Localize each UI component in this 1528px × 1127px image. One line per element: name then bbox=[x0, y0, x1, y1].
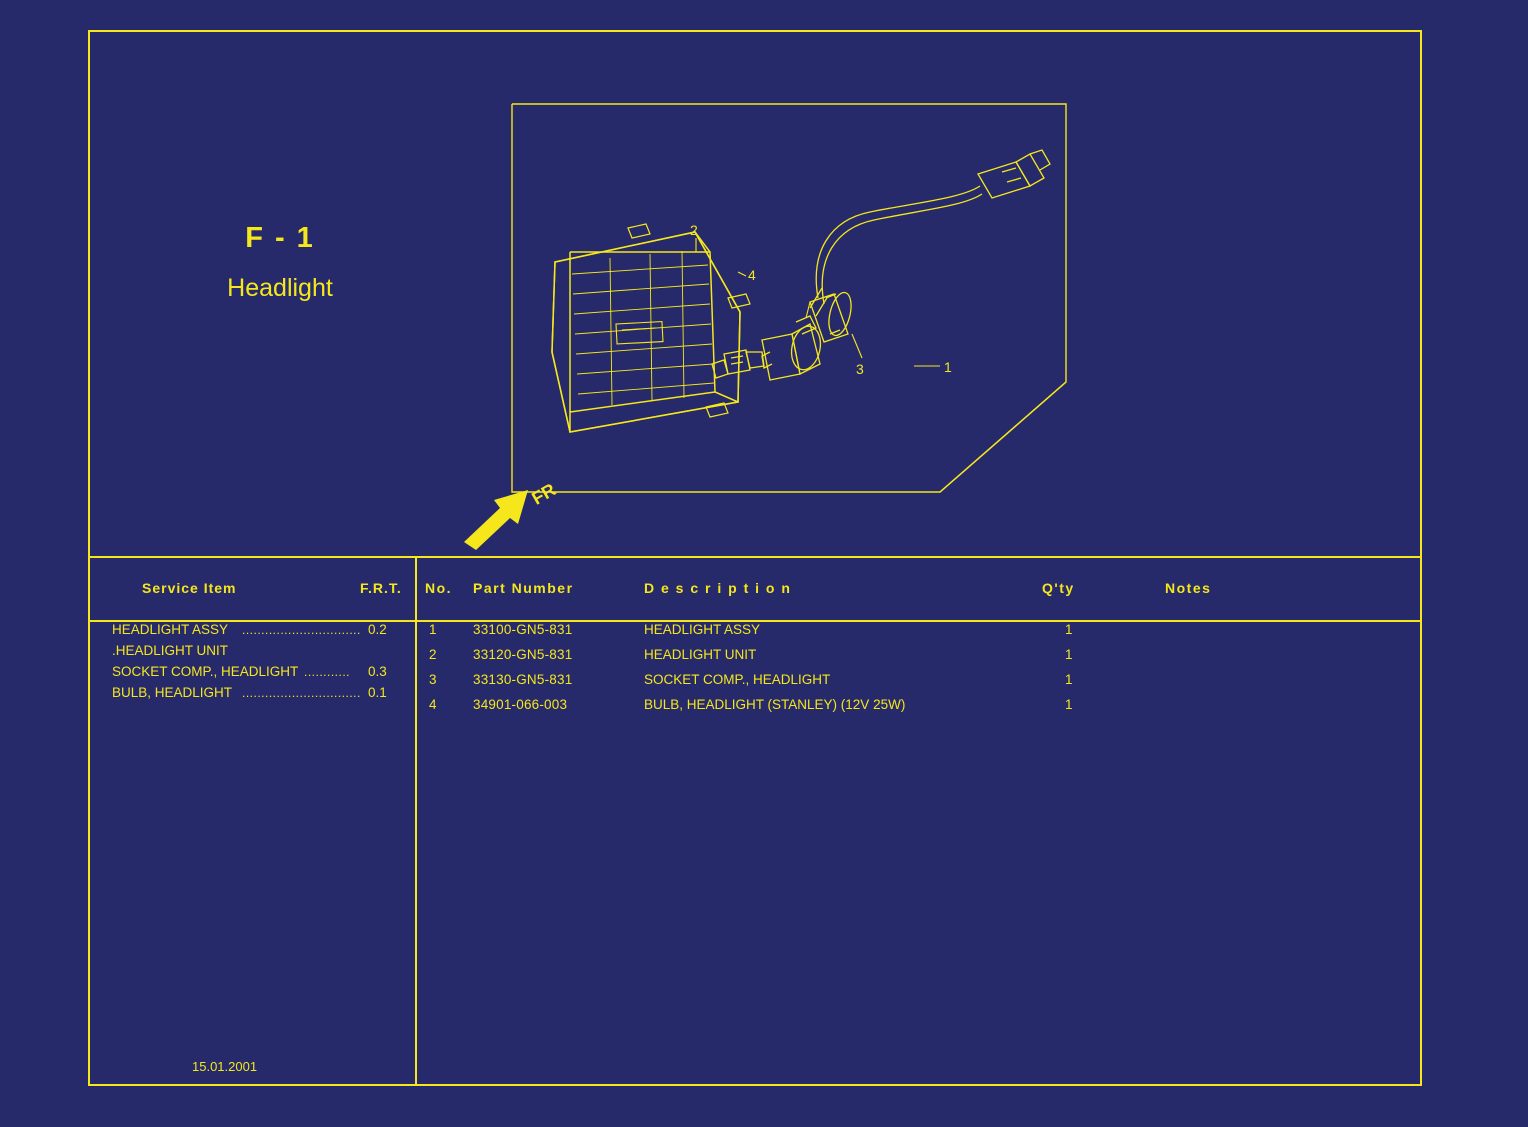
service-item-frt: 0.1 bbox=[368, 685, 387, 700]
part-qty: 1 bbox=[1065, 672, 1073, 687]
part-number: 33130-GN5-831 bbox=[473, 672, 573, 687]
part-qty: 1 bbox=[1065, 647, 1073, 662]
service-row bbox=[90, 622, 415, 643]
revision-date: 15.01.2001 bbox=[192, 1059, 258, 1074]
fr-label-text: FR bbox=[528, 479, 560, 509]
part-description: HEADLIGHT UNIT bbox=[644, 647, 757, 662]
callout-4-label: 4 bbox=[748, 267, 756, 283]
front-direction-indicator bbox=[460, 480, 570, 550]
service-item-name: HEADLIGHT ASSY bbox=[112, 622, 229, 637]
part-description: BULB, HEADLIGHT (STANLEY) (12V 25W) bbox=[644, 697, 906, 712]
sheet-title-block bbox=[150, 222, 410, 303]
service-item-name: BULB, HEADLIGHT bbox=[112, 685, 233, 700]
service-item-dots: ............ bbox=[304, 665, 351, 679]
part-no: 4 bbox=[429, 697, 437, 712]
tables-area bbox=[90, 556, 1420, 1086]
callout-1-label: 1 bbox=[944, 359, 952, 375]
part-number: 34901-066-003 bbox=[473, 697, 568, 712]
part-number: 33100-GN5-831 bbox=[473, 622, 573, 637]
service-item-dots: ............................... bbox=[242, 623, 361, 637]
parts-catalog-page bbox=[88, 30, 1422, 1086]
table-row bbox=[417, 622, 1420, 647]
service-row bbox=[90, 664, 415, 685]
service-row bbox=[90, 685, 415, 706]
frt-header: F.R.T. bbox=[360, 580, 402, 596]
page-title: Headlight bbox=[227, 274, 333, 302]
service-item-frt: 0.2 bbox=[368, 622, 387, 637]
table-row bbox=[417, 672, 1420, 697]
callout-3-label: 3 bbox=[856, 361, 864, 377]
service-item-header: Service Item bbox=[142, 580, 237, 596]
part-qty: 1 bbox=[1065, 697, 1073, 712]
service-item-name: SOCKET COMP., HEADLIGHT bbox=[112, 664, 299, 679]
part-number: 33120-GN5-831 bbox=[473, 647, 573, 662]
service-item-name: .HEADLIGHT UNIT bbox=[112, 643, 229, 658]
part-no: 3 bbox=[429, 672, 437, 687]
service-item-frt: 0.3 bbox=[368, 664, 387, 679]
part-description: HEADLIGHT ASSY bbox=[644, 622, 761, 637]
parts-notes-header: Notes bbox=[1165, 580, 1212, 596]
part-no: 1 bbox=[429, 622, 437, 637]
headlight-exploded-diagram bbox=[510, 102, 1210, 522]
part-qty: 1 bbox=[1065, 622, 1073, 637]
service-table-body bbox=[90, 622, 415, 706]
page-code: F - 1 bbox=[245, 222, 315, 254]
illustration-area bbox=[90, 32, 1420, 556]
table-row bbox=[417, 647, 1420, 672]
parts-table-header bbox=[417, 558, 1420, 620]
parts-table-body bbox=[417, 622, 1420, 722]
parts-description-header: D e s c r i p t i o n bbox=[644, 580, 792, 596]
part-description: SOCKET COMP., HEADLIGHT bbox=[644, 672, 831, 687]
table-row bbox=[417, 697, 1420, 722]
parts-number-header: Part Number bbox=[473, 580, 574, 596]
parts-qty-header: Q'ty bbox=[1042, 580, 1075, 596]
service-item-dots: ............................... bbox=[242, 686, 361, 700]
service-row bbox=[90, 643, 415, 664]
callout-2-label: 2 bbox=[690, 222, 698, 238]
service-table-header bbox=[90, 558, 415, 620]
parts-no-header: No. bbox=[425, 580, 453, 596]
part-no: 2 bbox=[429, 647, 437, 662]
